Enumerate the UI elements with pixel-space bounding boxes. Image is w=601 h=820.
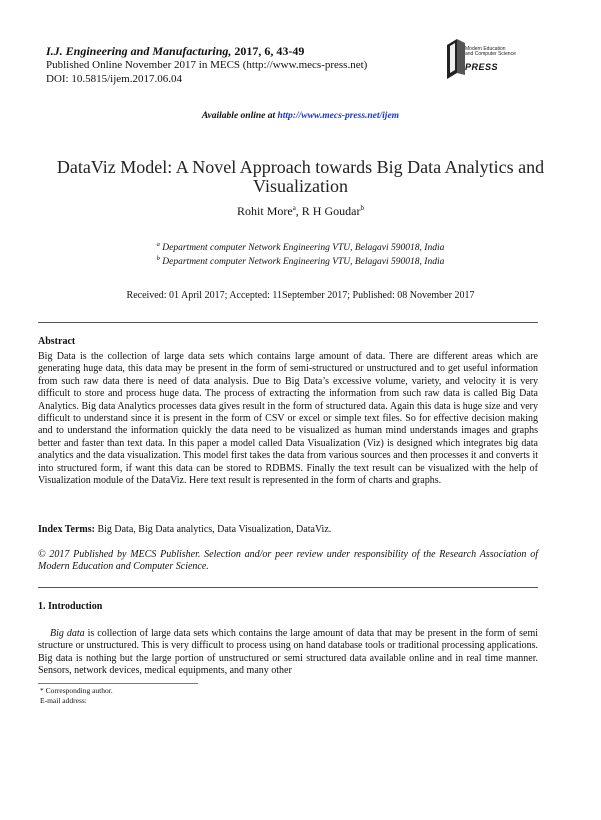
author-2-sup: b	[360, 204, 364, 212]
index-terms-text: Big Data, Big Data analytics, Data Visualization, DataViz.	[94, 524, 332, 535]
author-1-sup: a	[292, 204, 296, 212]
author-1: Rohit More	[237, 204, 293, 218]
corresponding-author-note: * Corresponding author.	[40, 686, 113, 695]
paper-title: DataViz Model: A Novel Approach towards Big Data Analytics and Visualization	[56, 157, 545, 196]
footnote-divider	[38, 683, 198, 684]
footnote	[40, 686, 113, 706]
abstract-body: Big Data is the collection of large data sets which contains large amount of data. There are different areas which are generating huge data, this data may be present in the form of semi-structured or unstructured and to get useful information from such raw data there is need of data analysis. Due to Big Data’s excessive volume, variety, and velocity it is very difficult to store and process huge data. The process of extracting the information from such raw data is called Big Data Analytics. Big data Analytics processes data gives result in the form of structured data. Again this data is huge size and very difficult to understand since it is present in the form of CSV or excel or simple text files. So for effective decision making and to understand the information quickly the data need to be visualized as human mind understands images and graphs better and faster than text data. In this paper a model called Data Visualization (Viz) is designed which integrates big data analytics and the data visualization. This model first takes the data from various sources and then processes it and converts it into structured form, if want this data can be stored to RDBMS. Finally the text result can be visualized with the help of Visualization module of the DataViz. Here text result is represented in the form of charts and graphs.	[38, 351, 538, 487]
journal-name: I.J. Engineering and Manufacturing,	[46, 44, 232, 58]
introduction-heading: 1. Introduction	[38, 601, 103, 612]
logo-text: Modern Education and Computer Science	[465, 46, 516, 58]
introduction-text: is collection of large data sets which contains the large amount of data that may be present in the form of semi structure or unstructured. This is very difficult to process using on hand database tools or traditional processing applications. Big data is nothing but the large portion of unstructured or semi structured data available online and in real time manner. Sensors, network devices, medical equipments, and many other	[38, 628, 538, 677]
email-address-note: E-mail address:	[40, 696, 87, 705]
logo-press: PRESS	[465, 62, 499, 72]
journal-citation	[46, 45, 304, 58]
availability-prefix: Available online at	[201, 111, 278, 121]
divider-bottom	[38, 587, 538, 588]
submission-dates: Received: 01 April 2017; Accepted: 11September 2017; Published: 08 November 2017	[126, 290, 475, 301]
introduction-body	[38, 628, 538, 678]
doi-line: DOI: 10.5815/ijem.2017.06.04	[46, 72, 182, 85]
divider-top	[38, 322, 538, 323]
affiliation-b-text: Department computer Network Engineering VTU, Belagavi 590018, India	[159, 257, 445, 268]
author-separator: ,	[295, 204, 302, 218]
publisher-logo	[445, 33, 535, 83]
copyright-notice: © 2017 Published by MECS Publisher. Selection and/or peer review under responsibility of the Research Association of Modern Education and Computer Science.	[38, 549, 538, 573]
affiliation-a	[0, 239, 601, 254]
book-stack-icon	[445, 37, 467, 79]
abstract-heading: Abstract	[38, 336, 76, 347]
availability-line	[0, 111, 601, 121]
publication-info	[46, 59, 367, 86]
affiliation-a-sup: a	[156, 241, 160, 248]
journal-url-link[interactable]: http://www.mecs-press.net/ijem	[277, 111, 400, 121]
index-terms	[38, 524, 331, 535]
index-terms-label: Index Terms:	[38, 524, 95, 535]
affiliation-b-sup: b	[156, 255, 160, 262]
introduction-lead: Big data	[50, 628, 85, 639]
journal-issue: 2017, 6, 43-49	[231, 44, 305, 58]
affiliation-b	[0, 253, 601, 268]
author-list	[0, 204, 601, 219]
published-line: Published Online November 2017 in MECS (http://www.mecs-press.net)	[46, 59, 368, 71]
affiliation-a-text: Department computer Network Engineering VTU, Belagavi 590018, India	[159, 243, 445, 254]
author-2: R H Goudar	[301, 204, 361, 218]
